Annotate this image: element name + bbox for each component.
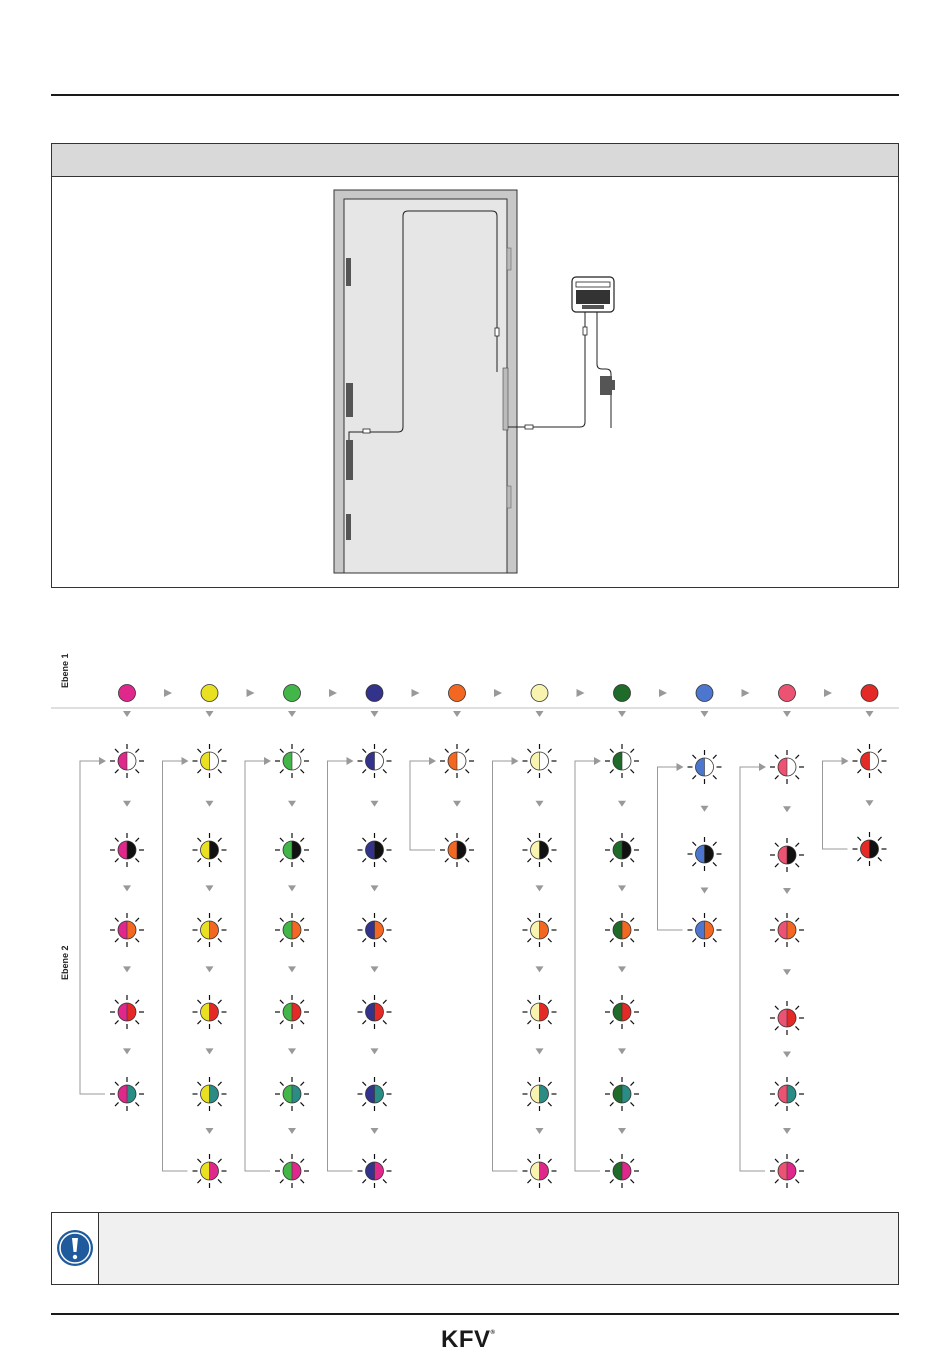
logo-text: KFV [441, 1326, 491, 1353]
loop-line [493, 761, 518, 1171]
blink-led-navy-magenta [358, 1154, 392, 1188]
blink-led-yellow-black [193, 833, 227, 867]
blink-led-pink-orange [770, 913, 804, 947]
down-arrow [206, 1128, 214, 1134]
level1-led-orange [449, 685, 466, 702]
blink-led-paleyellow-teal [523, 1077, 557, 1111]
level1-led-darkgreen [614, 685, 631, 702]
level1-led-red [861, 685, 878, 702]
exclamation-icon [52, 1213, 98, 1284]
loop-arrow [677, 763, 684, 771]
blink-led-yellow-orange [193, 913, 227, 947]
blink-led-magenta-teal [110, 1077, 144, 1111]
down-arrow [618, 711, 626, 717]
down-arrow [536, 885, 544, 891]
blink-led-yellow-white [193, 744, 227, 778]
down-arrow [618, 1128, 626, 1134]
level1-led-blue [696, 685, 713, 702]
down-arrow [371, 1048, 379, 1054]
loop-arrow [759, 763, 766, 771]
blink-led-navy-teal [358, 1077, 392, 1111]
loop-line [740, 767, 765, 1171]
blink-led-red-white [853, 744, 887, 778]
loop-line [823, 761, 848, 849]
level2-label: Ebene 2 [60, 945, 70, 980]
blink-led-blue-black [688, 837, 722, 871]
loop-line [658, 767, 683, 930]
down-arrow [123, 801, 131, 807]
loop-arrow [99, 757, 106, 765]
loop-arrow [182, 757, 189, 765]
right-arrow [494, 689, 502, 697]
blink-led-yellow-magenta [193, 1154, 227, 1188]
down-arrow [371, 1128, 379, 1134]
down-arrow [206, 1048, 214, 1054]
down-arrow [371, 801, 379, 807]
blink-led-green-orange [275, 913, 309, 947]
blink-led-yellow-teal [193, 1077, 227, 1111]
down-arrow [783, 711, 791, 717]
down-arrow [371, 966, 379, 972]
blink-led-navy-red [358, 995, 392, 1029]
blink-led-magenta-white [110, 744, 144, 778]
down-arrow [453, 711, 461, 717]
down-arrow [618, 801, 626, 807]
bottom-rule [51, 1313, 899, 1315]
down-arrow [288, 966, 296, 972]
level1-led-magenta [119, 685, 136, 702]
blink-led-pink-black [770, 838, 804, 872]
blink-led-magenta-black [110, 833, 144, 867]
down-arrow [371, 711, 379, 717]
loop-line [328, 761, 353, 1171]
level1-led-paleyellow [531, 685, 548, 702]
door-illustration [334, 190, 615, 573]
blink-led-pink-teal [770, 1077, 804, 1111]
blink-led-paleyellow-magenta [523, 1154, 557, 1188]
level1-led-green [284, 685, 301, 702]
loop-arrow [594, 757, 601, 765]
down-arrow [123, 711, 131, 717]
loop-arrow [429, 757, 436, 765]
blink-led-orange-white [440, 744, 474, 778]
loop-line [80, 761, 105, 1094]
right-arrow [329, 689, 337, 697]
blink-led-darkgreen-teal [605, 1077, 639, 1111]
blink-led-paleyellow-red [523, 995, 557, 1029]
level1-led-pink [779, 685, 796, 702]
blink-led-green-teal [275, 1077, 309, 1111]
right-arrow [412, 689, 420, 697]
right-arrow [577, 689, 585, 697]
blink-led-blue-orange [688, 913, 722, 947]
down-arrow [701, 711, 709, 717]
down-arrow [288, 801, 296, 807]
loop-arrow [347, 757, 354, 765]
blink-led-paleyellow-white [523, 744, 557, 778]
blink-led-magenta-red [110, 995, 144, 1029]
blink-led-red-black [853, 832, 887, 866]
level1-label: Ebene 1 [60, 653, 70, 688]
down-arrow [618, 966, 626, 972]
down-arrow [783, 1128, 791, 1134]
down-arrow [701, 806, 709, 812]
note-icon-cell [52, 1213, 99, 1284]
down-arrow [453, 801, 461, 807]
down-arrow [206, 966, 214, 972]
blink-led-magenta-orange [110, 913, 144, 947]
blink-led-green-red [275, 995, 309, 1029]
down-arrow [206, 885, 214, 891]
blink-led-pink-magenta [770, 1154, 804, 1188]
loop-arrow [842, 757, 849, 765]
down-arrow [371, 885, 379, 891]
down-arrow [618, 885, 626, 891]
loop-line [245, 761, 270, 1171]
down-arrow [288, 1048, 296, 1054]
down-arrow [206, 801, 214, 807]
blink-led-navy-orange [358, 913, 392, 947]
down-arrow [536, 711, 544, 717]
down-arrow [288, 1128, 296, 1134]
kfv-logo [441, 1326, 495, 1354]
down-arrow [536, 966, 544, 972]
down-arrow [783, 1051, 791, 1057]
loop-line [163, 761, 188, 1171]
down-arrow [618, 1048, 626, 1054]
blink-led-darkgreen-red [605, 995, 639, 1029]
down-arrow [866, 800, 874, 806]
right-arrow [247, 689, 255, 697]
down-arrow [206, 711, 214, 717]
down-arrow [536, 1048, 544, 1054]
down-arrow [866, 711, 874, 717]
down-arrow [783, 806, 791, 812]
blink-led-darkgreen-orange [605, 913, 639, 947]
right-arrow [659, 689, 667, 697]
down-arrow [288, 885, 296, 891]
down-arrow [123, 1048, 131, 1054]
blink-led-darkgreen-white [605, 744, 639, 778]
blink-led-pink-red [770, 1001, 804, 1035]
loop-arrow [512, 757, 519, 765]
blink-led-navy-black [358, 833, 392, 867]
down-arrow [783, 888, 791, 894]
right-arrow [824, 689, 832, 697]
blink-led-paleyellow-black [523, 833, 557, 867]
blink-led-darkgreen-magenta [605, 1154, 639, 1188]
blink-led-yellow-red [193, 995, 227, 1029]
blink-led-navy-white [358, 744, 392, 778]
down-arrow [288, 711, 296, 717]
down-arrow [123, 885, 131, 891]
blink-led-green-black [275, 833, 309, 867]
blink-led-pink-white [770, 750, 804, 784]
down-arrow [536, 801, 544, 807]
blink-led-green-white [275, 744, 309, 778]
blink-led-blue-white [688, 750, 722, 784]
level1-led-yellow [201, 685, 218, 702]
down-arrow [536, 1128, 544, 1134]
down-arrow [701, 887, 709, 893]
blink-led-green-magenta [275, 1154, 309, 1188]
blink-led-paleyellow-orange [523, 913, 557, 947]
loop-line [410, 761, 435, 850]
loop-arrow [264, 757, 271, 765]
note-box [51, 1212, 899, 1285]
loop-line [575, 761, 600, 1171]
blink-led-darkgreen-black [605, 833, 639, 867]
right-arrow [164, 689, 172, 697]
right-arrow [742, 689, 750, 697]
down-arrow [783, 969, 791, 975]
blink-led-orange-black [440, 833, 474, 867]
level1-led-navy [366, 685, 383, 702]
down-arrow [123, 966, 131, 972]
registered-mark: ® [490, 1330, 496, 1336]
